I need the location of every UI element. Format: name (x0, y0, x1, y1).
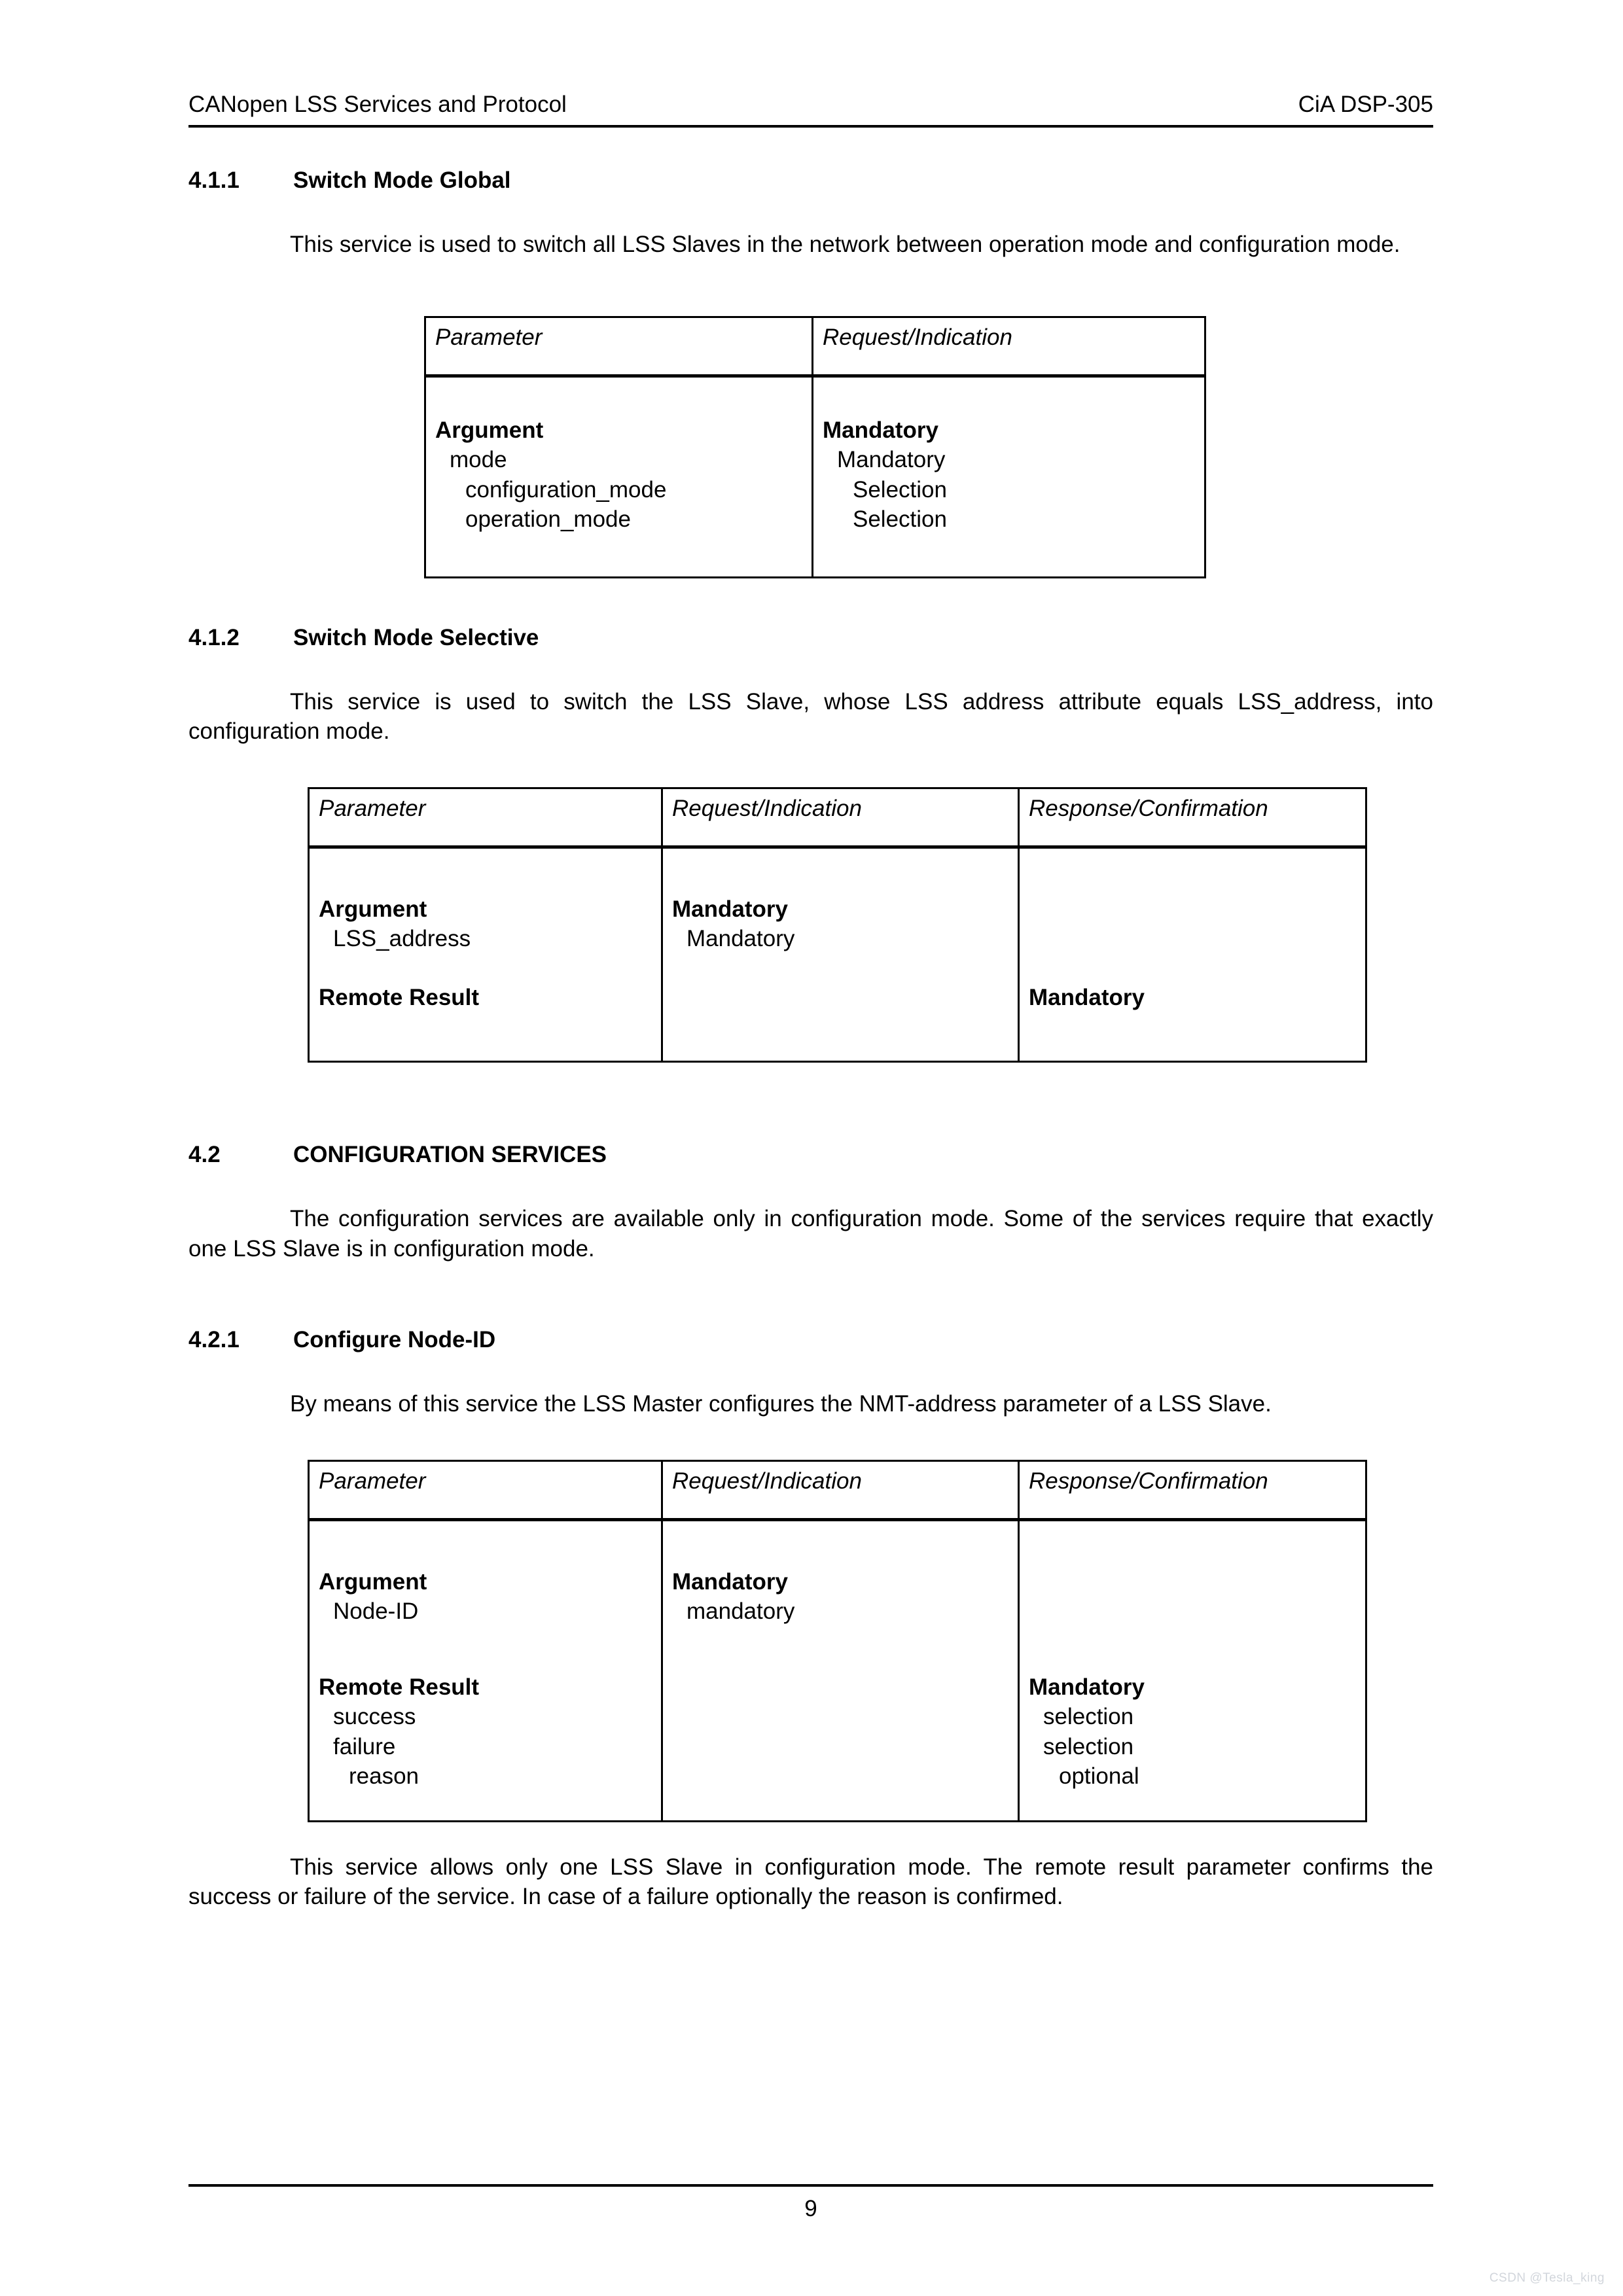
table-2-param-line: Remote Result (319, 984, 480, 1010)
table-2-header-parameter-label: Parameter (319, 795, 426, 821)
table-3-param-line: failure (333, 1733, 396, 1759)
table-3-request-empty (672, 1672, 1008, 1703)
table-3-header-response (1019, 1460, 1366, 1519)
paragraph-4-2-1-closing: This service allows only one LSS Slave in configuration mode. The remote result parameter confirms the success or failure of the service. In case of a failure optionally the reason is confirmed. (188, 1854, 1433, 1909)
table-1-param-line: Argument (435, 417, 544, 443)
table-3-param-line: Argument (319, 1568, 427, 1595)
table-3-request-line: Mandatory (672, 1568, 788, 1595)
header-row (188, 92, 1433, 118)
switch-mode-global-table (424, 316, 1206, 578)
table-2-header-response (1019, 788, 1366, 847)
table-2-cell-request (662, 847, 1019, 1062)
heading-4-2-title: CONFIGURATION SERVICES (293, 1142, 607, 1167)
paragraph-4-1-2: This service is used to switch the LSS Slave, whose LSS address attribute equals LSS_address, into configuration mode. (188, 688, 1433, 744)
heading-4-2-number: 4.2 (188, 1142, 221, 1167)
table-1-param-line: operation_mode (465, 506, 631, 532)
table-row (309, 1519, 1366, 1821)
table-3-request-empty (672, 1702, 1008, 1732)
table-2-cell-parameter (309, 847, 662, 1062)
heading-4-1-2 (188, 624, 1433, 652)
heading-4-2-1 (188, 1326, 1433, 1354)
table-3-response-line: selection (1043, 1704, 1134, 1729)
table-2-response-empty (1029, 924, 1356, 954)
table-3-cell-parameter (309, 1519, 662, 1821)
table-row (309, 1460, 1366, 1519)
table-3-request-line: mandatory (687, 1598, 795, 1624)
paragraph-4-2: The configuration services are available only in configuration mode. Some of the services require that exactly one LSS Slave is in configuration mode. (188, 1206, 1433, 1262)
heading-4-1-1-title: Switch Mode Global (293, 168, 511, 193)
table-1-wrapper (424, 316, 1433, 578)
header-document-title: CANopen LSS Services and Protocol (188, 92, 567, 117)
table-2-request-empty (672, 983, 1008, 1013)
table-1-request-line: Mandatory (837, 447, 946, 472)
table-2-request-line: Mandatory (672, 896, 788, 922)
table-1-request-line: Mandatory (823, 417, 938, 443)
heading-4-1-1-number: 4.1.1 (188, 168, 240, 193)
table-3-param-line: success (333, 1704, 416, 1729)
paragraph-4-1-1: This service is used to switch all LSS Slaves in the network between operation mode and configuration mode. (290, 232, 1400, 257)
header-document-code: CiA DSP-305 (1298, 92, 1433, 117)
footer-divider (188, 2184, 1433, 2187)
watermark: CSDN @Tesla_king (1489, 2271, 1605, 2285)
table-3-param-line: reason (349, 1763, 419, 1789)
table-1-request-line: Selection (853, 476, 947, 503)
table-3-header-parameter-label: Parameter (319, 1468, 426, 1494)
table-3-header-parameter (309, 1460, 662, 1519)
table-3-cell-response (1019, 1519, 1366, 1821)
table-3-header-response-label: Response/Confirmation (1029, 1468, 1268, 1494)
table-row (309, 847, 1366, 1062)
table-row (425, 317, 1205, 376)
table-1-param-line: mode (450, 447, 507, 472)
table-3-header-request (662, 1460, 1019, 1519)
table-3-param-line: Node-ID (333, 1598, 419, 1624)
document-content (188, 167, 1433, 1912)
table-2-request-line: Mandatory (687, 926, 795, 951)
table-1-param-line: configuration_mode (465, 476, 667, 503)
paragraph-4-2-1: By means of this service the LSS Master configures the NMT-address parameter of a LSS Slave. (290, 1391, 1272, 1417)
configure-node-id-table (308, 1460, 1367, 1822)
table-3-header-request-label: Request/Indication (672, 1468, 862, 1494)
table-3-cell-request (662, 1519, 1019, 1821)
heading-4-1-1 (188, 167, 1433, 194)
table-1-cell-parameter (425, 376, 813, 577)
table-1-header-parameter (425, 317, 813, 376)
table-row (309, 788, 1366, 847)
table-3-request-empty (672, 1732, 1008, 1762)
switch-mode-selective-table (308, 787, 1367, 1063)
heading-4-1-2-title: Switch Mode Selective (293, 624, 539, 650)
heading-4-2 (188, 1141, 1433, 1169)
table-3-response-empty (1029, 1567, 1356, 1597)
table-row (425, 376, 1205, 577)
table-2-param-line: Argument (319, 896, 427, 922)
table-3-response-line: selection (1043, 1733, 1134, 1759)
table-2-response-empty (1029, 894, 1356, 925)
table-2-header-request-label: Request/Indication (672, 795, 862, 821)
table-2-header-parameter (309, 788, 662, 847)
page-number: 9 (804, 2196, 817, 2221)
table-1-request-line: Selection (853, 506, 947, 532)
table-3-request-empty (672, 1761, 1008, 1792)
table-3-response-line: optional (1059, 1763, 1139, 1789)
table-2-header-response-label: Response/Confirmation (1029, 795, 1268, 821)
table-2-header-request (662, 788, 1019, 847)
table-3-response-empty (1029, 1597, 1356, 1627)
table-3-wrapper (308, 1460, 1433, 1822)
heading-4-2-1-title: Configure Node-ID (293, 1327, 496, 1352)
table-3-response-line: Mandatory (1029, 1674, 1145, 1700)
table-3-param-line: Remote Result (319, 1674, 480, 1700)
table-1-header-parameter-label: Parameter (435, 324, 543, 350)
table-1-header-request-label: Request/Indication (823, 324, 1012, 350)
table-2-cell-response (1019, 847, 1366, 1062)
page-header (188, 92, 1433, 128)
header-divider (188, 125, 1433, 128)
table-2-wrapper (308, 787, 1433, 1063)
table-2-response-line: Mandatory (1029, 984, 1145, 1010)
page-footer (188, 2184, 1433, 2222)
table-2-param-line: LSS_address (333, 926, 471, 951)
heading-4-1-2-number: 4.1.2 (188, 624, 240, 650)
table-1-header-request (813, 317, 1205, 376)
table-1-cell-request (813, 376, 1205, 577)
heading-4-2-1-number: 4.2.1 (188, 1327, 240, 1352)
